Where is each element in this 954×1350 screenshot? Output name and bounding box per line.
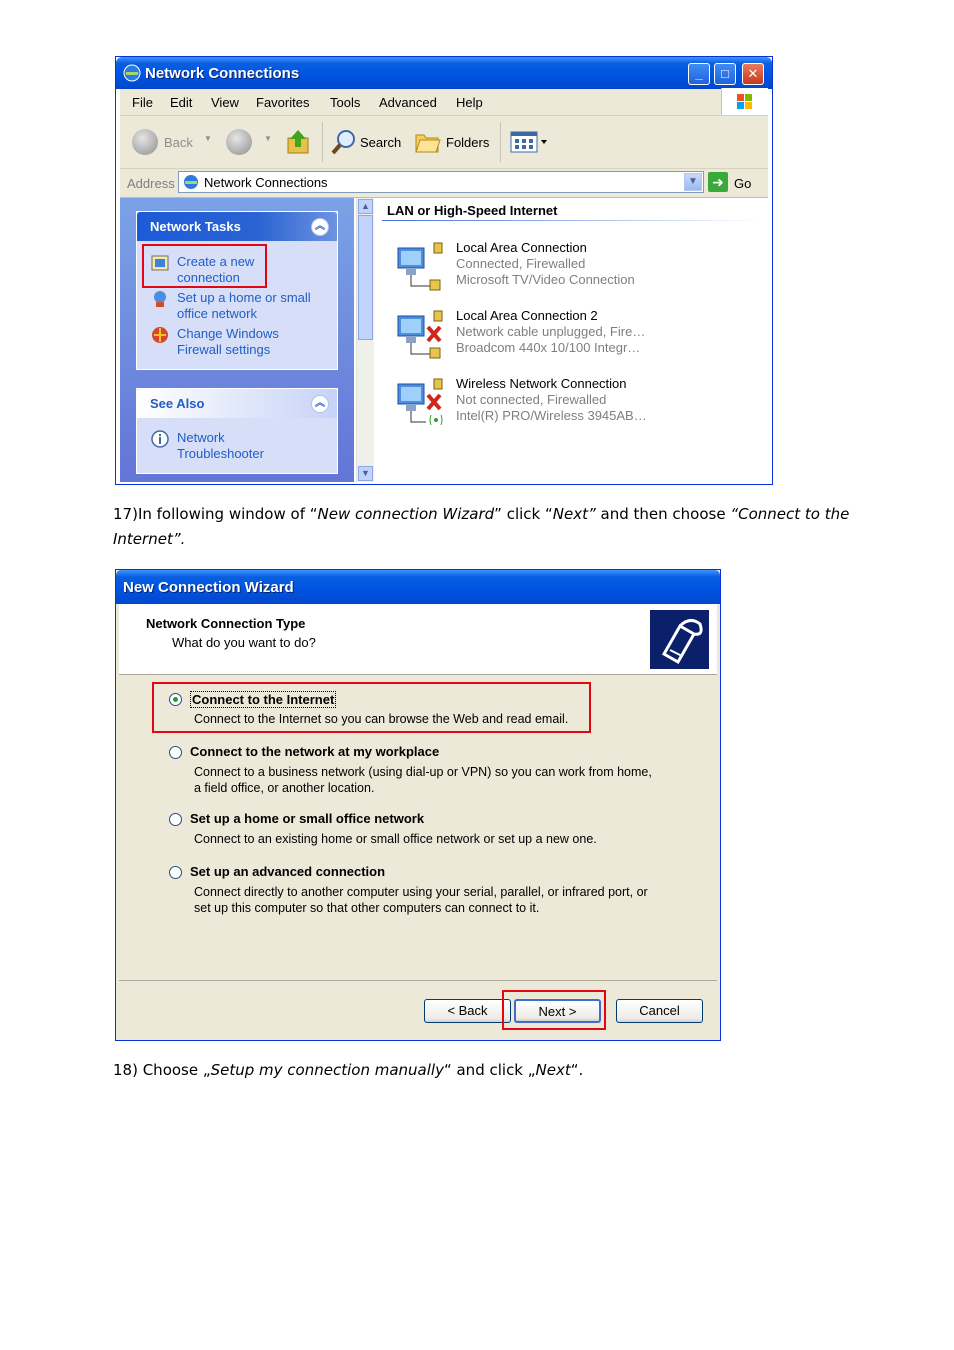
radio-advanced-connection[interactable] — [169, 866, 182, 879]
address-label: Address — [127, 176, 175, 191]
task-pane-scrollbar[interactable] — [356, 198, 374, 482]
title-bar[interactable] — [116, 57, 772, 89]
wizard-header — [119, 604, 717, 675]
home-office-network-link[interactable]: Set up a home or small office network — [177, 290, 311, 321]
menu-tools[interactable]: Tools — [330, 95, 361, 110]
minimize-button[interactable]: _ — [688, 63, 710, 85]
step-18-caption: 18) Choose „Setup my connection manually“ and click „Next“. — [113, 1061, 584, 1079]
title-bar[interactable] — [116, 570, 720, 604]
firewall-settings-link[interactable]: Change Windows Firewall settings — [177, 326, 279, 357]
radio-home-office-network[interactable] — [169, 813, 182, 826]
home-network-icon — [151, 290, 169, 308]
connection-item[interactable] — [396, 306, 766, 364]
radio-connect-workplace[interactable] — [169, 746, 182, 759]
back-button[interactable]: < Back — [424, 999, 511, 1023]
connection-name: Wireless Network Connection — [456, 376, 627, 391]
network-troubleshooter-link[interactable]: Network Troubleshooter — [177, 430, 264, 461]
scroll-down-icon[interactable]: ▼ — [358, 466, 373, 481]
back-dropdown-icon[interactable]: ▼ — [204, 134, 212, 143]
connection-device: Intel(R) PRO/Wireless 3945AB… — [456, 408, 647, 423]
forward-arrow-icon[interactable] — [226, 129, 252, 155]
search-icon[interactable] — [330, 128, 358, 156]
address-dropdown-icon[interactable]: ▼ — [684, 173, 702, 191]
cancel-button[interactable]: Cancel — [616, 999, 703, 1023]
network-connections-icon — [182, 173, 200, 191]
connection-name: Local Area Connection — [456, 240, 587, 255]
address-bar — [120, 169, 768, 198]
network-connection-icon — [396, 242, 444, 292]
window-title: New Connection Wizard — [123, 579, 294, 596]
forward-dropdown-icon[interactable]: ▼ — [264, 134, 272, 143]
info-icon — [151, 430, 169, 448]
network-tasks-panel — [136, 211, 338, 370]
see-also-panel — [136, 388, 338, 474]
wizard-page-title: Network Connection Type — [146, 616, 306, 631]
folders-button-label[interactable]: Folders — [446, 135, 490, 150]
highlight-box — [502, 990, 606, 1030]
connection-item[interactable] — [396, 238, 766, 296]
see-also-header[interactable]: See Also ︽ — [137, 389, 337, 418]
network-connection-icon — [396, 310, 444, 360]
menu-edit[interactable]: Edit — [170, 95, 193, 110]
new-connection-wizard-window: New Connection Wizard Network Connection Type What do you want to do? Connect to the Internet Connect to the Internet so you can browse the Web and read email. Connect to the network at my workplace Connect to a business network (using dial-up or VPN) so you can work from home, a field office, or another location. Set up a home or small office network Connect to an existing home or small office network or set up a new one. Set up an advanced connection Connect directly to another computer using your serial, parallel, or infrared port, or set up this computer so that other computers can connect to it. < Back Next > Cancel — [115, 569, 721, 1041]
menu-file[interactable]: File — [132, 95, 153, 110]
scroll-thumb[interactable] — [358, 215, 373, 340]
address-value: Network Connections — [204, 175, 328, 190]
views-icon[interactable] — [510, 130, 550, 154]
group-header: LAN or High-Speed Internet — [387, 203, 558, 218]
network-connections-icon — [123, 64, 141, 82]
menu-bar — [120, 89, 768, 116]
collapse-chevron-icon[interactable]: ︽ — [311, 218, 329, 236]
firewall-icon — [151, 326, 169, 344]
connection-item[interactable] — [396, 374, 766, 432]
connection-device: Broadcom 440x 10/100 Integr… — [456, 340, 641, 355]
menu-view[interactable]: View — [211, 95, 239, 110]
window-title: Network Connections — [145, 65, 300, 82]
connection-name: Local Area Connection 2 — [456, 308, 598, 323]
wizard-page-subtitle: What do you want to do? — [172, 635, 316, 650]
menu-favorites[interactable]: Favorites — [256, 95, 310, 110]
connection-status: Not connected, Firewalled — [456, 392, 607, 407]
toolbar — [120, 116, 768, 169]
collapse-chevron-icon[interactable]: ︽ — [311, 395, 329, 413]
folders-icon[interactable] — [414, 129, 442, 155]
address-input[interactable] — [178, 171, 704, 193]
menu-advanced[interactable]: Advanced — [379, 95, 437, 110]
scroll-up-icon[interactable]: ▲ — [358, 199, 373, 214]
go-button-label[interactable]: Go — [734, 176, 752, 191]
connection-device: Microsoft TV/Video Connection — [456, 272, 635, 287]
folder-up-icon[interactable] — [286, 128, 312, 156]
windows-logo — [721, 88, 768, 115]
maximize-button[interactable]: □ — [714, 63, 736, 85]
highlight-box — [152, 682, 591, 733]
go-arrow-icon[interactable]: ➜ — [708, 172, 728, 192]
back-arrow-icon[interactable] — [132, 129, 158, 155]
task-pane — [120, 198, 354, 482]
step-17-caption: 17)In following window of “New connection Wizard” click “Next” and then choose “Connect to the Internet”. — [113, 505, 850, 548]
network-connections-window — [115, 56, 773, 485]
highlight-box — [142, 244, 267, 288]
wireless-connection-icon — [396, 378, 444, 428]
back-button-label[interactable]: Back — [164, 135, 193, 150]
connection-status: Connected, Firewalled — [456, 256, 586, 271]
search-button-label[interactable]: Search — [360, 135, 402, 150]
next-button[interactable]: Next > — [514, 999, 601, 1023]
close-button[interactable]: ✕ — [742, 63, 764, 85]
connection-status: Network cable unplugged, Fire… — [456, 324, 646, 339]
connections-list — [374, 198, 768, 482]
create-new-connection-link[interactable]: Create a new connection — [177, 254, 255, 285]
menu-help[interactable]: Help — [456, 95, 483, 110]
network-cable-icon — [650, 610, 709, 669]
network-tasks-header[interactable]: Network Tasks ︽ — [137, 212, 337, 241]
